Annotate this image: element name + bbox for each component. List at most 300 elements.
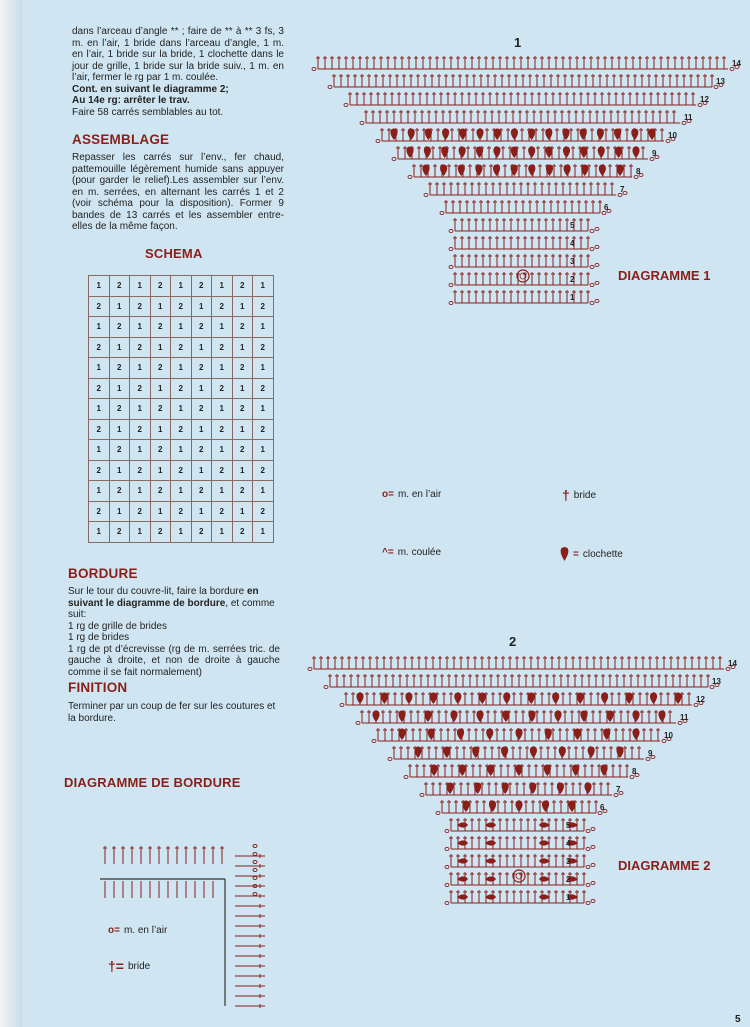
bell-stitch <box>515 801 522 813</box>
bell-stitch <box>601 693 608 705</box>
bell-stitch <box>616 165 623 177</box>
border-legend-treble-label: bride <box>127 960 151 972</box>
chain-stitch <box>586 883 590 886</box>
intro-text <box>72 26 284 118</box>
row-number-label: 9 <box>648 749 653 758</box>
chain-stitch <box>591 899 595 902</box>
schema-cell: 2 <box>109 399 130 420</box>
row-number-label: 2 <box>566 875 571 884</box>
schema-cell: 1 <box>130 317 151 338</box>
bell-stitch <box>457 822 468 827</box>
bell-stitch <box>632 711 639 723</box>
center-ring <box>513 870 525 882</box>
schema-cell: 2 <box>171 337 192 358</box>
chain-stitch <box>449 301 453 304</box>
schema-cell: 1 <box>109 419 130 440</box>
bell-stitch <box>485 876 496 881</box>
schema-cell: 1 <box>232 337 253 358</box>
row-number-label: 14 <box>728 659 737 668</box>
bell-stitch <box>539 858 550 863</box>
bell-stitch <box>648 129 655 141</box>
chain-stitch <box>440 211 444 214</box>
bell-stitch <box>501 747 508 759</box>
bell-stitch <box>459 765 466 777</box>
border-legend-treble <box>108 958 150 974</box>
bell-stitch <box>476 129 483 141</box>
legend-treble-label: bride <box>573 489 597 501</box>
schema-cell: 1 <box>191 419 212 440</box>
schema-cell: 2 <box>253 378 274 399</box>
bell-stitch <box>457 729 464 741</box>
row-number-label: 10 <box>664 731 673 740</box>
schema-cell: 2 <box>212 419 233 440</box>
chain-stitch <box>356 721 360 724</box>
bell-stitch <box>539 894 550 899</box>
schema-cell: 1 <box>150 337 171 358</box>
chain-stitch <box>445 847 449 850</box>
schema-cell: 2 <box>232 399 253 420</box>
schema-cell: 2 <box>212 501 233 522</box>
schema-cell: 2 <box>150 440 171 461</box>
bell-stitch <box>458 165 465 177</box>
schema-row <box>89 296 274 317</box>
bell-stitch <box>539 840 550 845</box>
schema-cell: 2 <box>130 378 151 399</box>
chain-stitch <box>424 193 428 196</box>
schema-cell: 2 <box>253 419 274 440</box>
schema-cell: 2 <box>212 460 233 481</box>
schema-cell: 1 <box>191 378 212 399</box>
schema-cell: 1 <box>89 522 110 543</box>
chain-stitch <box>408 175 412 178</box>
bell-stitch <box>493 165 500 177</box>
chain-stitch <box>590 265 594 268</box>
bell-stitch <box>674 693 681 705</box>
bell-stitch <box>398 729 405 741</box>
row-number-label: 12 <box>700 95 709 104</box>
bordure-heading: BORDURE <box>68 566 138 581</box>
chain-stitch <box>420 793 424 796</box>
schema-cell: 1 <box>191 296 212 317</box>
schema-cell: 2 <box>109 481 130 502</box>
schema-cell: 2 <box>89 337 110 358</box>
chain-stitch <box>445 901 449 904</box>
chain-stitch <box>253 861 257 864</box>
intro-paragraph: dans l’arceau d’angle ** ; faire de ** à ** 3 fs, 3 m. en l’air, 1 bride dans l’arceau d’angle, 1 m. en l’air, 1 bride sur la bride, 1 clochette dans le jour de grille, 1 bride sur la bride suiv., 1 m. en l’air, fermer le rg par 1 m. coulée. <box>72 26 284 83</box>
schema-cell: 2 <box>150 276 171 297</box>
chain-stitch <box>445 865 449 868</box>
schema-cell: 1 <box>212 358 233 379</box>
diagram-1-label: DIAGRAMME 1 <box>618 268 711 283</box>
border-diagram <box>95 836 275 1011</box>
bell-stitch <box>650 693 657 705</box>
schema-cell: 1 <box>232 296 253 317</box>
row-number-label: 8 <box>632 767 637 776</box>
schema-cell: 1 <box>150 501 171 522</box>
bell-stitch <box>502 711 509 723</box>
bell-stitch <box>658 711 665 723</box>
row-number-label: 8 <box>636 167 641 176</box>
intro-line-2: Cont. en suivant le diagramme 2; <box>72 83 229 95</box>
chain-stitch <box>404 775 408 778</box>
chain-stitch <box>344 103 348 106</box>
row-number-label: 6 <box>604 203 609 212</box>
bell-stitch <box>568 801 575 813</box>
schema-cell: 1 <box>130 440 151 461</box>
row-number-label: 4 <box>566 839 571 848</box>
bell-stitch <box>529 783 536 795</box>
bell-stitch <box>462 801 469 813</box>
bell-stitch <box>503 693 510 705</box>
chain-stitch <box>595 299 599 302</box>
chain-stitch <box>360 121 364 124</box>
legend-treble <box>562 487 596 503</box>
row-number-label: 6 <box>600 803 605 812</box>
row-number-label: 4 <box>570 239 575 248</box>
bell-stitch <box>597 129 604 141</box>
chain-symbol-icon: o= <box>108 925 120 936</box>
bell-stitch <box>442 129 449 141</box>
schema-cell: 2 <box>109 440 130 461</box>
bordure-text-b: en suivant le diagramme de bordure <box>68 586 259 609</box>
bell-stitch <box>632 729 639 741</box>
schema-cell: 1 <box>232 378 253 399</box>
bell-stitch <box>485 858 496 863</box>
bell-stitch <box>530 747 537 759</box>
chain-stitch <box>449 247 453 250</box>
row-number-label: 3 <box>570 257 575 266</box>
chain-stitch <box>595 245 599 248</box>
bell-stitch <box>424 711 431 723</box>
schema-cell: 2 <box>191 440 212 461</box>
chain-stitch <box>449 229 453 232</box>
schema-cell: 2 <box>253 460 274 481</box>
bell-stitch <box>584 783 591 795</box>
schema-cell: 1 <box>89 317 110 338</box>
schema-row <box>89 460 274 481</box>
crochet-diagram-1 <box>300 48 745 400</box>
bell-stitch <box>485 894 496 899</box>
schema-cell: 2 <box>150 481 171 502</box>
bell-stitch <box>459 147 466 159</box>
schema-cell: 1 <box>89 399 110 420</box>
bell-stitch <box>479 693 486 705</box>
schema-cell: 2 <box>171 501 192 522</box>
schema-cell: 1 <box>109 460 130 481</box>
center-ring <box>517 270 529 282</box>
bell-stitch <box>443 747 450 759</box>
bell-stitch <box>615 147 622 159</box>
page-spine <box>0 0 22 1027</box>
bell-stitch <box>554 711 561 723</box>
schema-cell: 2 <box>89 460 110 481</box>
bell-stitch <box>408 129 415 141</box>
schema-row <box>89 399 274 420</box>
bell-stitch <box>598 147 605 159</box>
page-number: 5 <box>735 1014 741 1025</box>
bell-stitch <box>557 783 564 795</box>
bell-stitch <box>528 165 535 177</box>
chain-stitch <box>586 865 590 868</box>
schema-cell: 1 <box>232 460 253 481</box>
schema-cell: 1 <box>171 276 192 297</box>
schema-cell: 1 <box>171 317 192 338</box>
bell-stitch <box>430 765 437 777</box>
schema-cell: 1 <box>89 440 110 461</box>
chain-stitch <box>449 283 453 286</box>
chain-stitch <box>590 301 594 304</box>
bell-stitch <box>539 822 550 827</box>
schema-cell: 2 <box>191 399 212 420</box>
schema-cell: 1 <box>253 399 274 420</box>
schema-row <box>89 522 274 543</box>
bell-stitch <box>446 783 453 795</box>
schema-cell: 1 <box>191 337 212 358</box>
chain-stitch <box>445 883 449 886</box>
row-number-label: 2 <box>570 275 575 284</box>
chain-stitch <box>340 703 344 706</box>
bell-stitch <box>440 165 447 177</box>
bell-stitch <box>539 876 550 881</box>
legend-slip <box>382 547 441 558</box>
schema-cell: 1 <box>89 481 110 502</box>
schema-cell: 1 <box>109 296 130 317</box>
schema-cell: 2 <box>232 522 253 543</box>
bell-stitch <box>599 165 606 177</box>
schema-cell: 1 <box>89 276 110 297</box>
schema-cell: 2 <box>171 296 192 317</box>
schema-cell: 1 <box>171 440 192 461</box>
schema-cell: 2 <box>109 276 130 297</box>
chain-stitch <box>595 263 599 266</box>
chain-stitch <box>376 139 380 142</box>
schema-cell: 1 <box>191 501 212 522</box>
schema-cell: 1 <box>253 440 274 461</box>
schema-cell: 2 <box>191 317 212 338</box>
schema-row <box>89 481 274 502</box>
bell-stitch <box>457 894 468 899</box>
bell-stitch <box>372 711 379 723</box>
bell-stitch <box>459 129 466 141</box>
row-number-label: 1 <box>566 893 571 902</box>
chain-stitch <box>449 265 453 268</box>
chain-stitch <box>586 829 590 832</box>
schema-cell: 2 <box>171 419 192 440</box>
assemblage-text: Repasser les carrés sur l’env., fer chaud, pattemouille légèrement humide sans appuyer (pour garder le relief).Les assembler sur l’env. en m. serrées, en alternant les carrés 1 et 2 (voir schéma pour la disposition). Former 9 bandes de 13 carrés et les assembler entre-elles de la même façon. <box>72 152 284 232</box>
schema-cell: 2 <box>109 522 130 543</box>
schema-cell: 1 <box>130 358 151 379</box>
schema-cell: 1 <box>109 501 130 522</box>
chain-stitch <box>590 229 594 232</box>
row-number-label: 1 <box>570 293 575 302</box>
schema-cell: 1 <box>253 317 274 338</box>
schema-cell: 2 <box>232 481 253 502</box>
bell-stitch <box>457 858 468 863</box>
bell-stitch <box>424 147 431 159</box>
bell-stitch <box>545 129 552 141</box>
row-number-label: 7 <box>616 785 621 794</box>
schema-cell: 2 <box>89 419 110 440</box>
row-number-label: 5 <box>566 821 571 830</box>
schema-cell: 1 <box>109 378 130 399</box>
bell-stitch <box>528 147 535 159</box>
border-legend-chain-label: m. en l’air <box>123 925 168 936</box>
schema-cell: 1 <box>150 378 171 399</box>
bell-stitch <box>381 693 388 705</box>
legend-slip-label: m. coulée <box>397 547 442 558</box>
bell-stitch <box>485 840 496 845</box>
bell-stitch <box>552 693 559 705</box>
schema-cell: 2 <box>89 501 110 522</box>
bell-stitch <box>574 729 581 741</box>
schema-cell: 2 <box>130 501 151 522</box>
bell-equals-icon: = <box>573 548 579 560</box>
schema-cell: 1 <box>253 481 274 502</box>
schema-cell: 2 <box>109 317 130 338</box>
bordure-line-3: 1 rg de pt d’écrevisse (rg de m. serrées tric. de gauche à droite, et non de droite à gauche comme il se fait normalement) <box>68 643 280 678</box>
chain-stitch <box>445 829 449 832</box>
schema-heading: SCHEMA <box>145 246 203 261</box>
bell-stitch <box>588 747 595 759</box>
schema-cell: 2 <box>171 378 192 399</box>
bordure-text-a: Sur le tour du couvre-lit, faire la bordure <box>68 586 247 597</box>
schema-cell: 2 <box>191 522 212 543</box>
schema-cell: 2 <box>253 337 274 358</box>
crochet-diagram-2 <box>296 648 746 1000</box>
schema-cell: 2 <box>212 378 233 399</box>
legend-bell <box>560 546 623 562</box>
diagram-2-label: DIAGRAMME 2 <box>618 858 711 873</box>
bell-stitch <box>511 129 518 141</box>
schema-cell: 2 <box>150 358 171 379</box>
diagram-2-number: 2 <box>509 634 517 649</box>
schema-cell: 1 <box>130 481 151 502</box>
legend-chain <box>382 489 441 500</box>
bell-stitch <box>528 693 535 705</box>
schema-cell: 2 <box>171 460 192 481</box>
bell-stitch <box>414 747 421 759</box>
treble-symbol-icon: †= <box>108 958 124 974</box>
bordure-text-c: , et comme suit: <box>68 597 275 620</box>
schema-cell: 2 <box>212 337 233 358</box>
schema-cell: 1 <box>212 440 233 461</box>
bell-stitch <box>493 147 500 159</box>
schema-cell: 1 <box>130 399 151 420</box>
row-number-label: 7 <box>620 185 625 194</box>
schema-cell: 1 <box>171 481 192 502</box>
chain-stitch <box>591 845 595 848</box>
chain-stitch <box>392 157 396 160</box>
schema-row <box>89 419 274 440</box>
border-legend-chain <box>108 925 167 936</box>
row-number-label: 3 <box>566 857 571 866</box>
bell-stitch <box>626 693 633 705</box>
schema-cell: 1 <box>171 358 192 379</box>
chain-stitch <box>253 845 257 848</box>
bell-stitch <box>489 801 496 813</box>
diagramme-bordure-heading: DIAGRAMME DE BORDURE <box>64 775 241 790</box>
schema-cell: 2 <box>232 440 253 461</box>
bell-stitch <box>475 165 482 177</box>
bell-stitch <box>494 129 501 141</box>
slip-stitch-icon: ^= <box>382 547 394 558</box>
row-number-label: 13 <box>716 77 725 86</box>
schema-cell: 2 <box>232 276 253 297</box>
chain-stitch <box>253 893 257 896</box>
schema-cell: 2 <box>191 276 212 297</box>
row-number-label: 11 <box>680 713 689 722</box>
chain-stitch <box>436 811 440 814</box>
schema-cell: 1 <box>253 276 274 297</box>
schema-cell: 1 <box>130 276 151 297</box>
legend-chain-label: m. en l’air <box>397 489 442 500</box>
bell-stitch <box>631 129 638 141</box>
bell-stitch <box>559 747 566 759</box>
schema-cell: 1 <box>232 419 253 440</box>
bell-stitch <box>564 165 571 177</box>
bell-stitch <box>632 147 639 159</box>
intro-line-3: Au 14e rg: arrêter le trav. <box>72 95 190 106</box>
bell-stitch <box>515 729 522 741</box>
bell-stitch <box>450 711 457 723</box>
schema-cell: 1 <box>212 276 233 297</box>
bell-stitch <box>356 693 363 705</box>
row-number-label: 12 <box>696 695 705 704</box>
chain-stitch <box>388 757 392 760</box>
schema-cell: 1 <box>171 522 192 543</box>
diagram-1-number: 1 <box>514 35 522 50</box>
bordure-line-1: 1 rg de grille de brides <box>68 620 167 632</box>
schema-cell: 2 <box>232 358 253 379</box>
schema-cell: 2 <box>109 358 130 379</box>
chain-stitch <box>372 739 376 742</box>
bell-stitch-icon <box>560 546 569 562</box>
chain-stitch <box>591 881 595 884</box>
chain-stitch <box>312 67 316 70</box>
row-number-label: 10 <box>668 131 677 140</box>
chain-stitch <box>595 281 599 284</box>
bell-stitch <box>476 711 483 723</box>
schema-cell: 1 <box>191 460 212 481</box>
schema-row <box>89 276 274 297</box>
bell-stitch <box>430 693 437 705</box>
chain-stitch <box>590 283 594 286</box>
schema-cell: 1 <box>130 522 151 543</box>
finition-heading: FINITION <box>68 680 128 695</box>
schema-cell: 2 <box>130 337 151 358</box>
schema-cell: 2 <box>212 296 233 317</box>
schema-cell: 1 <box>212 522 233 543</box>
chain-stitch <box>591 827 595 830</box>
chain-stitch <box>591 863 595 866</box>
bordure-text <box>68 586 280 678</box>
row-number-label: 5 <box>570 221 575 230</box>
row-number-label: 11 <box>684 113 693 122</box>
row-number-label: 9 <box>652 149 657 158</box>
chain-stitch <box>308 667 312 670</box>
bell-stitch <box>577 693 584 705</box>
chain-stitch <box>253 869 257 872</box>
schema-cell: 1 <box>212 399 233 420</box>
bordure-line-2: 1 rg de brides <box>68 632 130 643</box>
schema-cell: 1 <box>212 317 233 338</box>
schema-cell: 2 <box>191 358 212 379</box>
schema-cell: 2 <box>89 296 110 317</box>
bell-stitch <box>486 729 493 741</box>
chain-stitch <box>595 227 599 230</box>
schema-cell: 1 <box>171 399 192 420</box>
chain-icon: o= <box>382 489 394 500</box>
